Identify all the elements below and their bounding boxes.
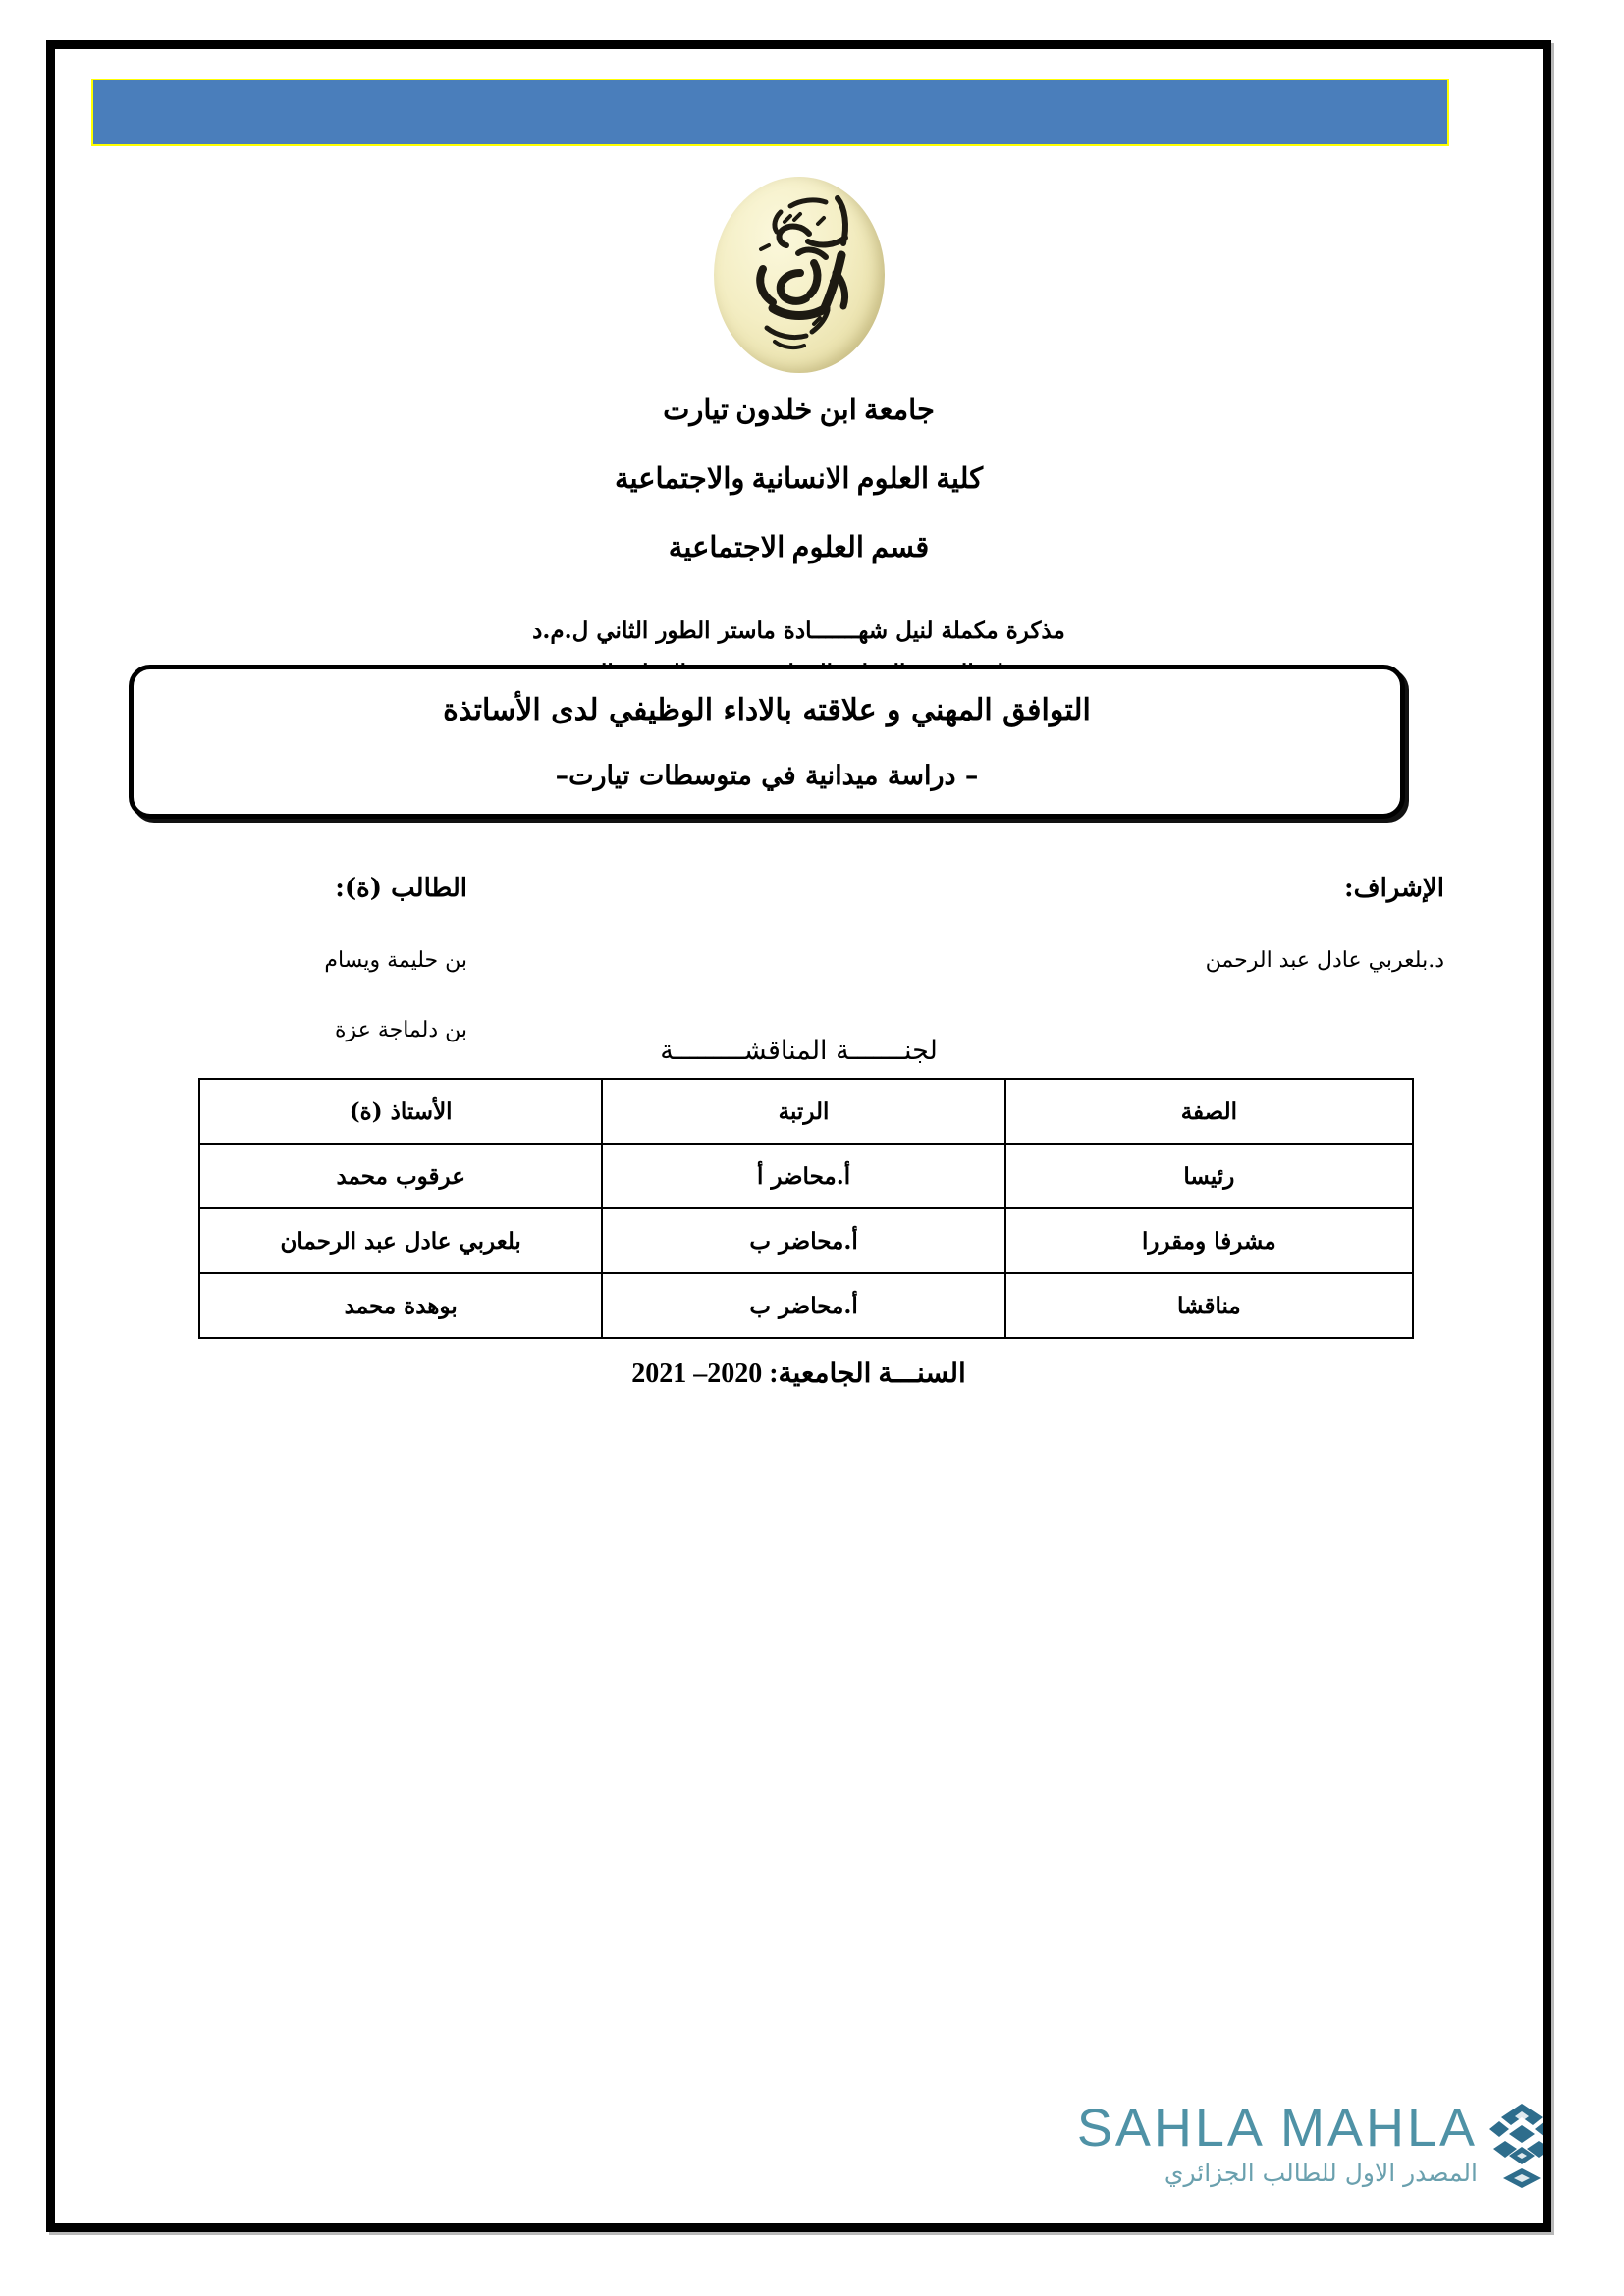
supervisor-label: الإشراف: — [1344, 874, 1444, 903]
watermark-brand-name: SAHLA MAHLA — [1076, 2099, 1478, 2158]
supervisor-name: د.بلعربي عادل عبد الرحمن — [1205, 948, 1444, 973]
thesis-title: التوافق المهني و علاقته بالاداء الوظيفي لدى الأساتذة — [443, 692, 1091, 727]
table-row — [199, 1273, 1413, 1338]
watermark-tagline: المصدر الاول للطالب الجزائري — [1164, 2159, 1478, 2187]
column-header-rank: الرتبة — [602, 1079, 1004, 1144]
sahla-mahla-logo-mark-icon — [1486, 2102, 1543, 2188]
cell-rank: أ.محاضر ب — [602, 1208, 1004, 1273]
calligraphy-artwork — [714, 177, 885, 373]
cell-professor: بلعربي عادل عبد الرحمان — [199, 1208, 602, 1273]
supervisor-column — [1150, 874, 1444, 1018]
document-page — [46, 40, 1551, 2232]
column-header-professor: الأستاذ (ة) — [199, 1079, 602, 1144]
watermark-text — [1076, 2099, 1478, 2188]
header-banner — [91, 79, 1449, 146]
student-label: الطالب (ة): — [335, 874, 467, 903]
table-row — [199, 1208, 1413, 1273]
committee-heading: لجنـــــــة المناقشـــــــــة — [660, 1036, 938, 1066]
watermark — [1076, 2099, 1543, 2188]
column-header-role: الصفة — [1005, 1079, 1413, 1144]
academic-year: السنـــة الجامعية: 2020– 2021 — [631, 1359, 966, 1389]
university-name: جامعة ابن خلدون تيارت — [663, 395, 935, 426]
cell-role: مشرفا ومقررا — [1005, 1208, 1413, 1273]
university-logo-container — [55, 177, 1543, 373]
cell-rank: أ.محاضر أ — [602, 1144, 1004, 1208]
cell-role: مناقشا — [1005, 1273, 1413, 1338]
department-name: قسم العلوم الاجتماعية — [668, 532, 930, 563]
jury-table — [198, 1078, 1414, 1339]
cell-rank: أ.محاضر ب — [602, 1273, 1004, 1338]
table-header-row — [199, 1079, 1413, 1144]
student-name-1: بن حليمة ويسام — [324, 948, 467, 973]
cell-professor: عرقوب محمد — [199, 1144, 602, 1208]
institution-headings — [55, 393, 1543, 702]
table-row — [199, 1144, 1413, 1208]
cell-role: رئيسا — [1005, 1144, 1413, 1208]
thesis-title-box — [129, 665, 1405, 819]
student-name-2: بن دلماجة عزة — [335, 1018, 467, 1042]
degree-line-1: مذكرة مكملة لنيل شهـــــــادة ماستر الطور الثاني ل.م.د — [532, 617, 1065, 644]
page-content-area — [55, 49, 1543, 2223]
thesis-subtitle: – دراسة ميدانية في متوسطات تيارت– — [555, 760, 979, 791]
cell-professor: بوهدة محمد — [199, 1273, 602, 1338]
university-emblem-icon — [714, 177, 885, 373]
faculty-name: كلية العلوم الانسانية والاجتماعية — [614, 463, 984, 495]
